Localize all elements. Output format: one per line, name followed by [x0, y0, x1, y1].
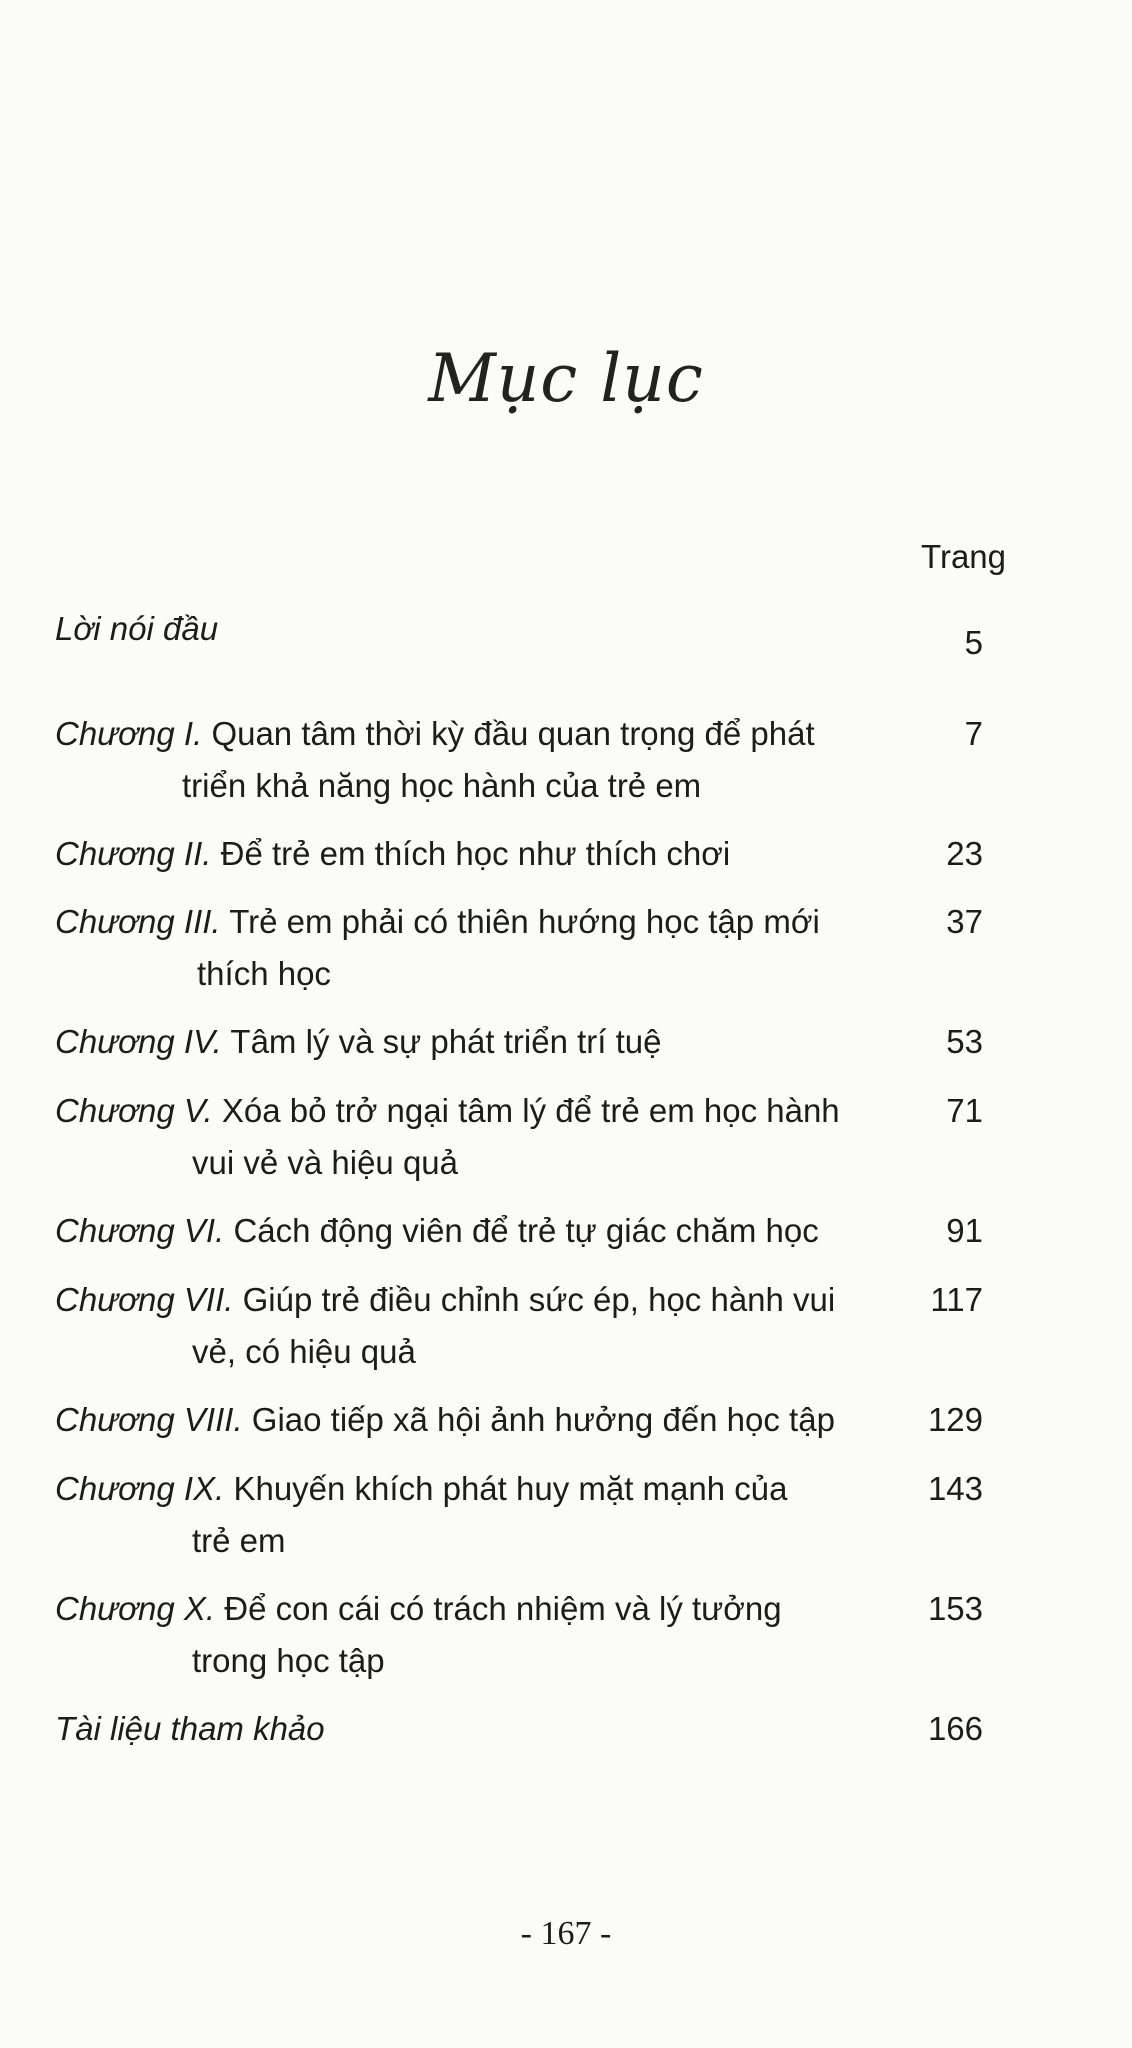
page-title: Mục lục	[428, 340, 704, 417]
toc-entry-chapter-1[interactable]	[55, 708, 1005, 812]
toc-entry-prefix: Chương V.	[55, 1092, 213, 1129]
toc-entry-chapter-2[interactable]	[55, 828, 1005, 880]
toc-entry-prefix: Chương IX.	[55, 1470, 225, 1507]
toc-entry-preface[interactable]	[55, 603, 1005, 661]
toc-entry-page: 91	[946, 1212, 983, 1249]
toc-entry-prefix: Chương VII.	[55, 1281, 234, 1318]
toc-entry-chapter-8[interactable]	[55, 1394, 1005, 1446]
toc-entry-chapter-5[interactable]	[55, 1085, 1005, 1189]
toc-entry-chapter-3[interactable]	[55, 896, 1005, 1000]
toc-entry-prefix: Chương I.	[55, 715, 203, 752]
toc-entry-continuation: trẻ em	[192, 1522, 286, 1559]
toc-entry-chapter-4[interactable]	[55, 1016, 1005, 1068]
page-column-header: Trang	[921, 538, 1006, 575]
toc-entry-title: Khuyến khích phát huy mặt mạnh của	[233, 1470, 788, 1507]
toc-entry-page: 129	[927, 1401, 983, 1438]
toc-entry-references[interactable]	[55, 1703, 1005, 1755]
page-number: - 167 -	[520, 1915, 612, 1952]
toc-entry-continuation: thích học	[197, 955, 331, 992]
toc-entry-continuation: vui vẻ và hiệu quả	[192, 1144, 459, 1181]
toc-entry-chapter-10[interactable]	[55, 1583, 1005, 1687]
toc-entry-continuation: vẻ, có hiệu quả	[192, 1333, 416, 1370]
toc-entry-title: Trẻ em phải có thiên hướng học tập mới	[229, 903, 820, 940]
toc-entry-prefix: Chương VIII.	[55, 1401, 243, 1438]
toc-entry-page: 7	[964, 715, 983, 752]
toc-entry-page: 53	[946, 1023, 983, 1060]
toc-entry-title: Giao tiếp xã hội ảnh hưởng đến học tập	[251, 1401, 835, 1438]
toc-entry-prefix: Chương III.	[55, 903, 221, 940]
toc-entry-page: 117	[930, 1281, 983, 1318]
toc-entry-title: Để con cái có trách nhiệm và lý tưởng	[224, 1590, 782, 1627]
toc-entry-page: 166	[927, 1710, 983, 1747]
toc-entry-title: Tâm lý và sự phát triển trí tuệ	[230, 1023, 662, 1060]
toc-entry-title: Giúp trẻ điều chỉnh sức ép, học hành vui	[242, 1281, 836, 1318]
toc-entry-chapter-6[interactable]	[55, 1205, 1005, 1257]
toc-entry-title: Quan tâm thời kỳ đầu quan trọng để phát	[211, 715, 815, 752]
toc-entry-continuation: triển khả năng học hành của trẻ em	[182, 767, 702, 804]
toc-entry-prefix: Chương II.	[55, 835, 212, 872]
toc-entry-chapter-7[interactable]	[55, 1274, 1005, 1378]
toc-entry-page: 37	[946, 903, 983, 940]
toc-entry-page: 143	[927, 1470, 983, 1507]
toc-entry-page: 5	[964, 624, 983, 661]
toc-entry-page: 153	[927, 1590, 983, 1627]
toc-entry-prefix: Chương VI.	[55, 1212, 225, 1249]
toc-entry-title: Tài liệu tham khảo	[55, 1710, 325, 1747]
toc-entry-chapter-9[interactable]	[55, 1463, 1005, 1567]
toc-entry-continuation: trong học tập	[192, 1642, 385, 1679]
toc-entry-prefix: Chương X.	[55, 1590, 216, 1627]
toc-entry-title: Cách động viên để trẻ tự giác chăm học	[233, 1212, 819, 1249]
toc-entry-prefix: Chương IV.	[55, 1023, 222, 1060]
toc-entry-title: Lời nói đầu	[55, 610, 219, 647]
toc-entry-page: 71	[946, 1092, 983, 1129]
toc-entry-title: Xóa bỏ trở ngại tâm lý để trẻ em học hành	[221, 1092, 840, 1129]
toc-entry-title: Để trẻ em thích học như thích chơi	[220, 835, 731, 872]
toc-entry-page: 23	[946, 835, 983, 872]
